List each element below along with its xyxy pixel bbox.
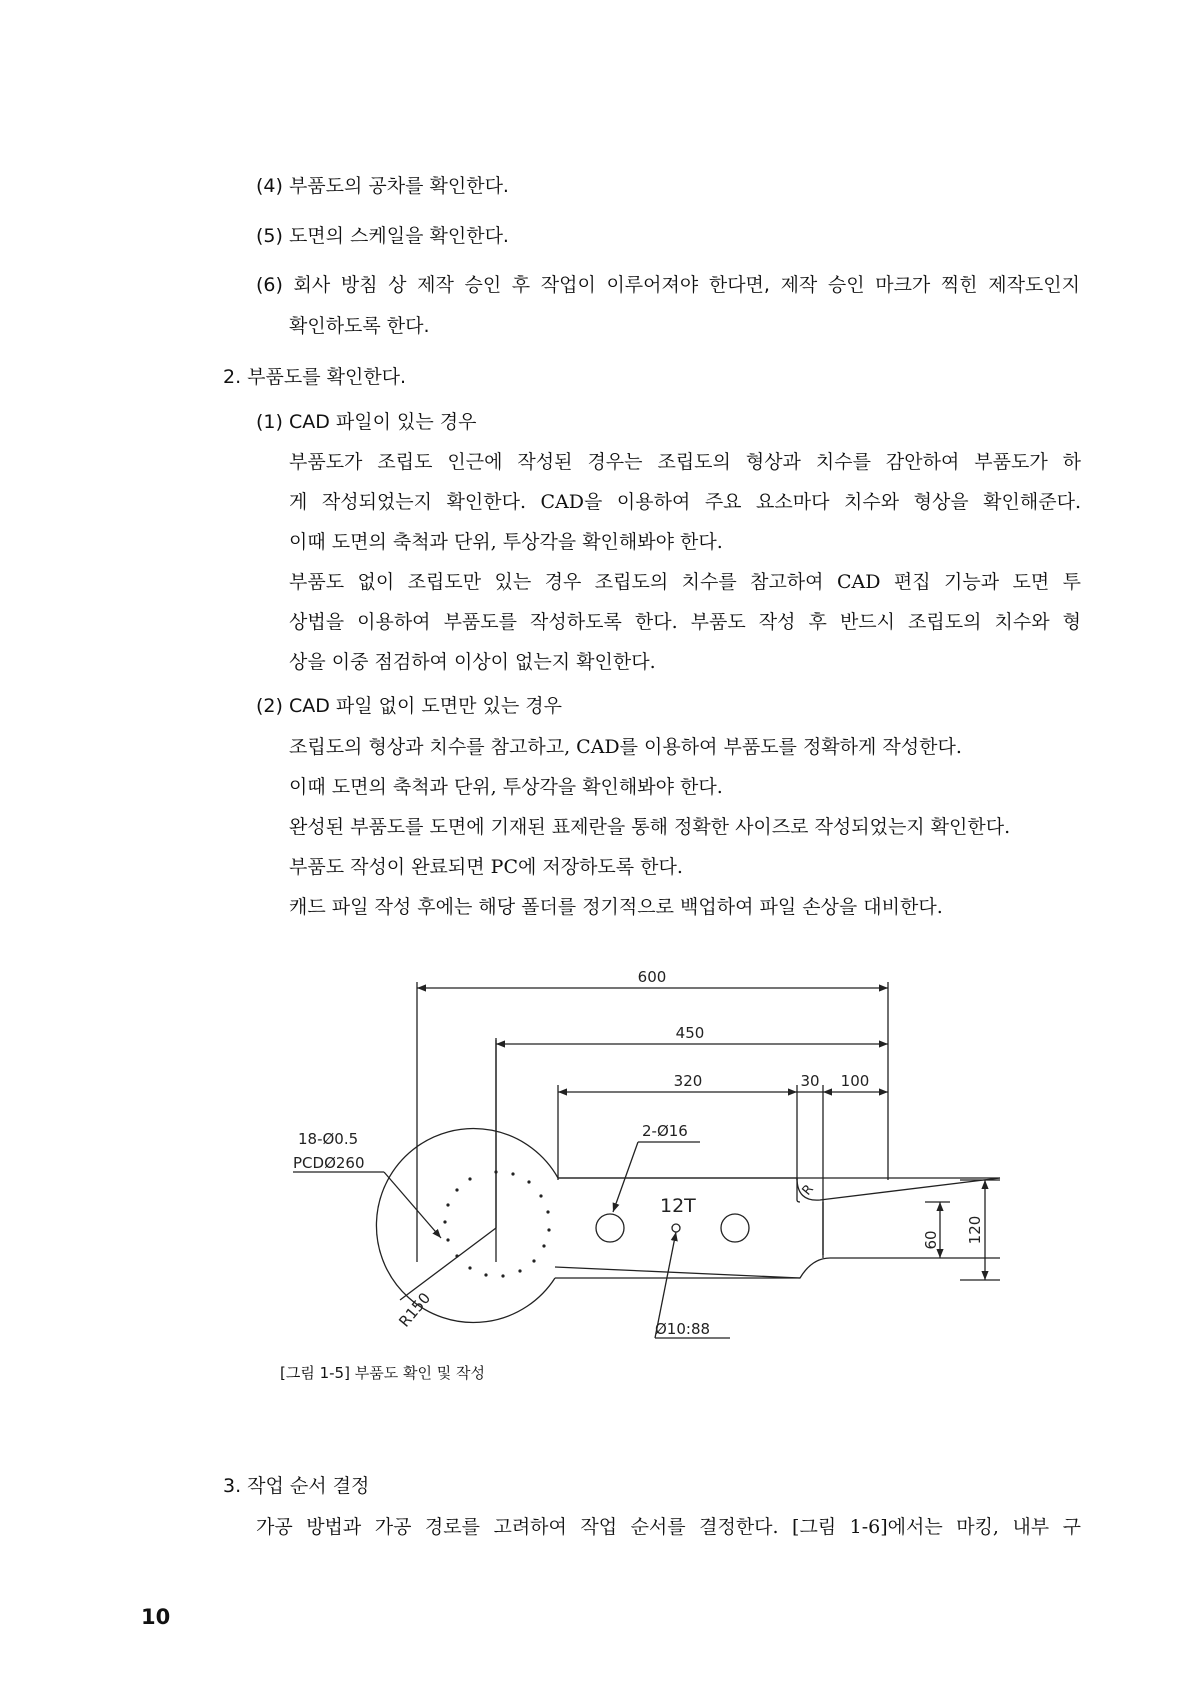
page-number: 10 (141, 1605, 171, 1629)
section-3-heading: 3. 작업 순서 결정 (223, 1475, 370, 1497)
r150-label: R150 (395, 1289, 435, 1331)
section-2-1-heading: (1) CAD 파일이 있는 경우 (256, 411, 477, 433)
item-6-line1: (6) 회사 방침 상 제작 승인 후 작업이 이루어져야 한다면, 제작 승인 마크가 찍힌 제작도인지 (256, 274, 1080, 296)
item-6-line2: 확인하도록 한다. (289, 315, 430, 337)
pcd-dot (539, 1194, 542, 1197)
pcd-dot (455, 1188, 458, 1191)
holes2-leader (613, 1142, 638, 1212)
pcd-dot (443, 1220, 446, 1223)
dim-text-30: 30 (800, 1072, 820, 1090)
small-hole-label: Ø10:88 (655, 1320, 711, 1338)
pcd-dot (446, 1238, 449, 1241)
figure-caption: [그림 1-5] 부품도 확인 및 작성 (280, 1364, 485, 1382)
dim-text-120: 120 (966, 1215, 984, 1245)
hole-right (721, 1214, 749, 1242)
paragraph-line: 상법을 이용하여 부품도를 작성하도록 한다. 부품도 작성 후 반드시 조립도의 치수와 형 (289, 611, 1081, 633)
hole-count-leader (384, 1172, 441, 1238)
holes2-label: 2-Ø16 (642, 1122, 688, 1140)
pcd-dot (494, 1170, 497, 1173)
paragraph-line: 부품도가 조립도 인근에 작성된 경우는 조립도의 형상과 치수를 감안하여 부품도가 하 (289, 451, 1081, 473)
small-hole (672, 1224, 680, 1232)
pcd-dot (501, 1274, 504, 1277)
dim-text-450: 450 (675, 1024, 705, 1042)
paragraph-line: 부품도 없이 조립도만 있는 경우 조립도의 치수를 참고하여 CAD 편집 기능과 도면 투 (289, 571, 1081, 593)
pcd-dot (511, 1172, 514, 1175)
pcd-dot (542, 1244, 545, 1247)
pcd-dot (532, 1259, 535, 1262)
item-5: (5) 도면의 스케일을 확인한다. (256, 225, 509, 247)
paragraph-line: 상을 이중 점검하여 이상이 없는지 확인한다. (289, 651, 656, 673)
pcd-dot (518, 1269, 521, 1272)
part-bottom-edge (555, 1258, 1000, 1278)
section-2-2-heading: (2) CAD 파일 없이 도면만 있는 경우 (256, 695, 562, 717)
pcd-hole-pattern (443, 1170, 550, 1277)
pcd-dot (484, 1273, 487, 1276)
pcd-dot (468, 1266, 471, 1269)
dim-text-600: 600 (637, 968, 667, 986)
paragraph-line: 캐드 파일 작성 후에는 해당 폴더를 정기적으로 백업하여 파일 손상을 대비한다. (289, 896, 943, 918)
paragraph-line: 가공 방법과 가공 경로를 고려하여 작업 순서를 결정한다. [그림 1-6]에서는 마킹, 내부 구 (256, 1516, 1081, 1538)
pcd-label: PCDØ260 (293, 1154, 365, 1172)
paragraph-line: 게 작성되었는지 확인한다. CAD을 이용하여 주요 요소마다 치수와 형상을 확인해준다. (289, 491, 1081, 513)
fillet-r-label: R (799, 1181, 817, 1199)
pcd-dot (546, 1210, 549, 1213)
item-4: (4) 부품도의 공차를 확인한다. (256, 175, 509, 197)
paragraph-line: 이때 도면의 축척과 단위, 투상각을 확인해봐야 한다. (289, 531, 723, 553)
flange-circle (376, 1129, 558, 1323)
thickness-label: 12T (660, 1195, 696, 1217)
section-2-heading: 2. 부품도를 확인한다. (223, 366, 407, 388)
dim-text-100: 100 (840, 1072, 870, 1090)
pcd-dot (527, 1180, 530, 1183)
pcd-dot (446, 1203, 449, 1206)
paragraph-line: 조립도의 형상과 치수를 참고하고, CAD를 이용하여 부품도를 정확하게 작성한다. (289, 736, 962, 758)
paragraph-line: 부품도 작성이 완료되면 PC에 저장하도록 한다. (289, 856, 683, 878)
paragraph-line: 완성된 부품도를 도면에 기재된 표제란을 통해 정확한 사이즈로 작성되었는지 확인한다. (289, 816, 1011, 838)
hole-count-label: 18-Ø0.5 (298, 1130, 359, 1148)
paragraph-line: 이때 도면의 축척과 단위, 투상각을 확인해봐야 한다. (289, 776, 723, 798)
dim-text-60: 60 (922, 1230, 940, 1250)
pcd-dot (455, 1254, 458, 1257)
hole-left (596, 1214, 624, 1242)
dim-text-320: 320 (673, 1072, 703, 1090)
pcd-dot (547, 1228, 550, 1231)
pcd-dot (468, 1177, 471, 1180)
